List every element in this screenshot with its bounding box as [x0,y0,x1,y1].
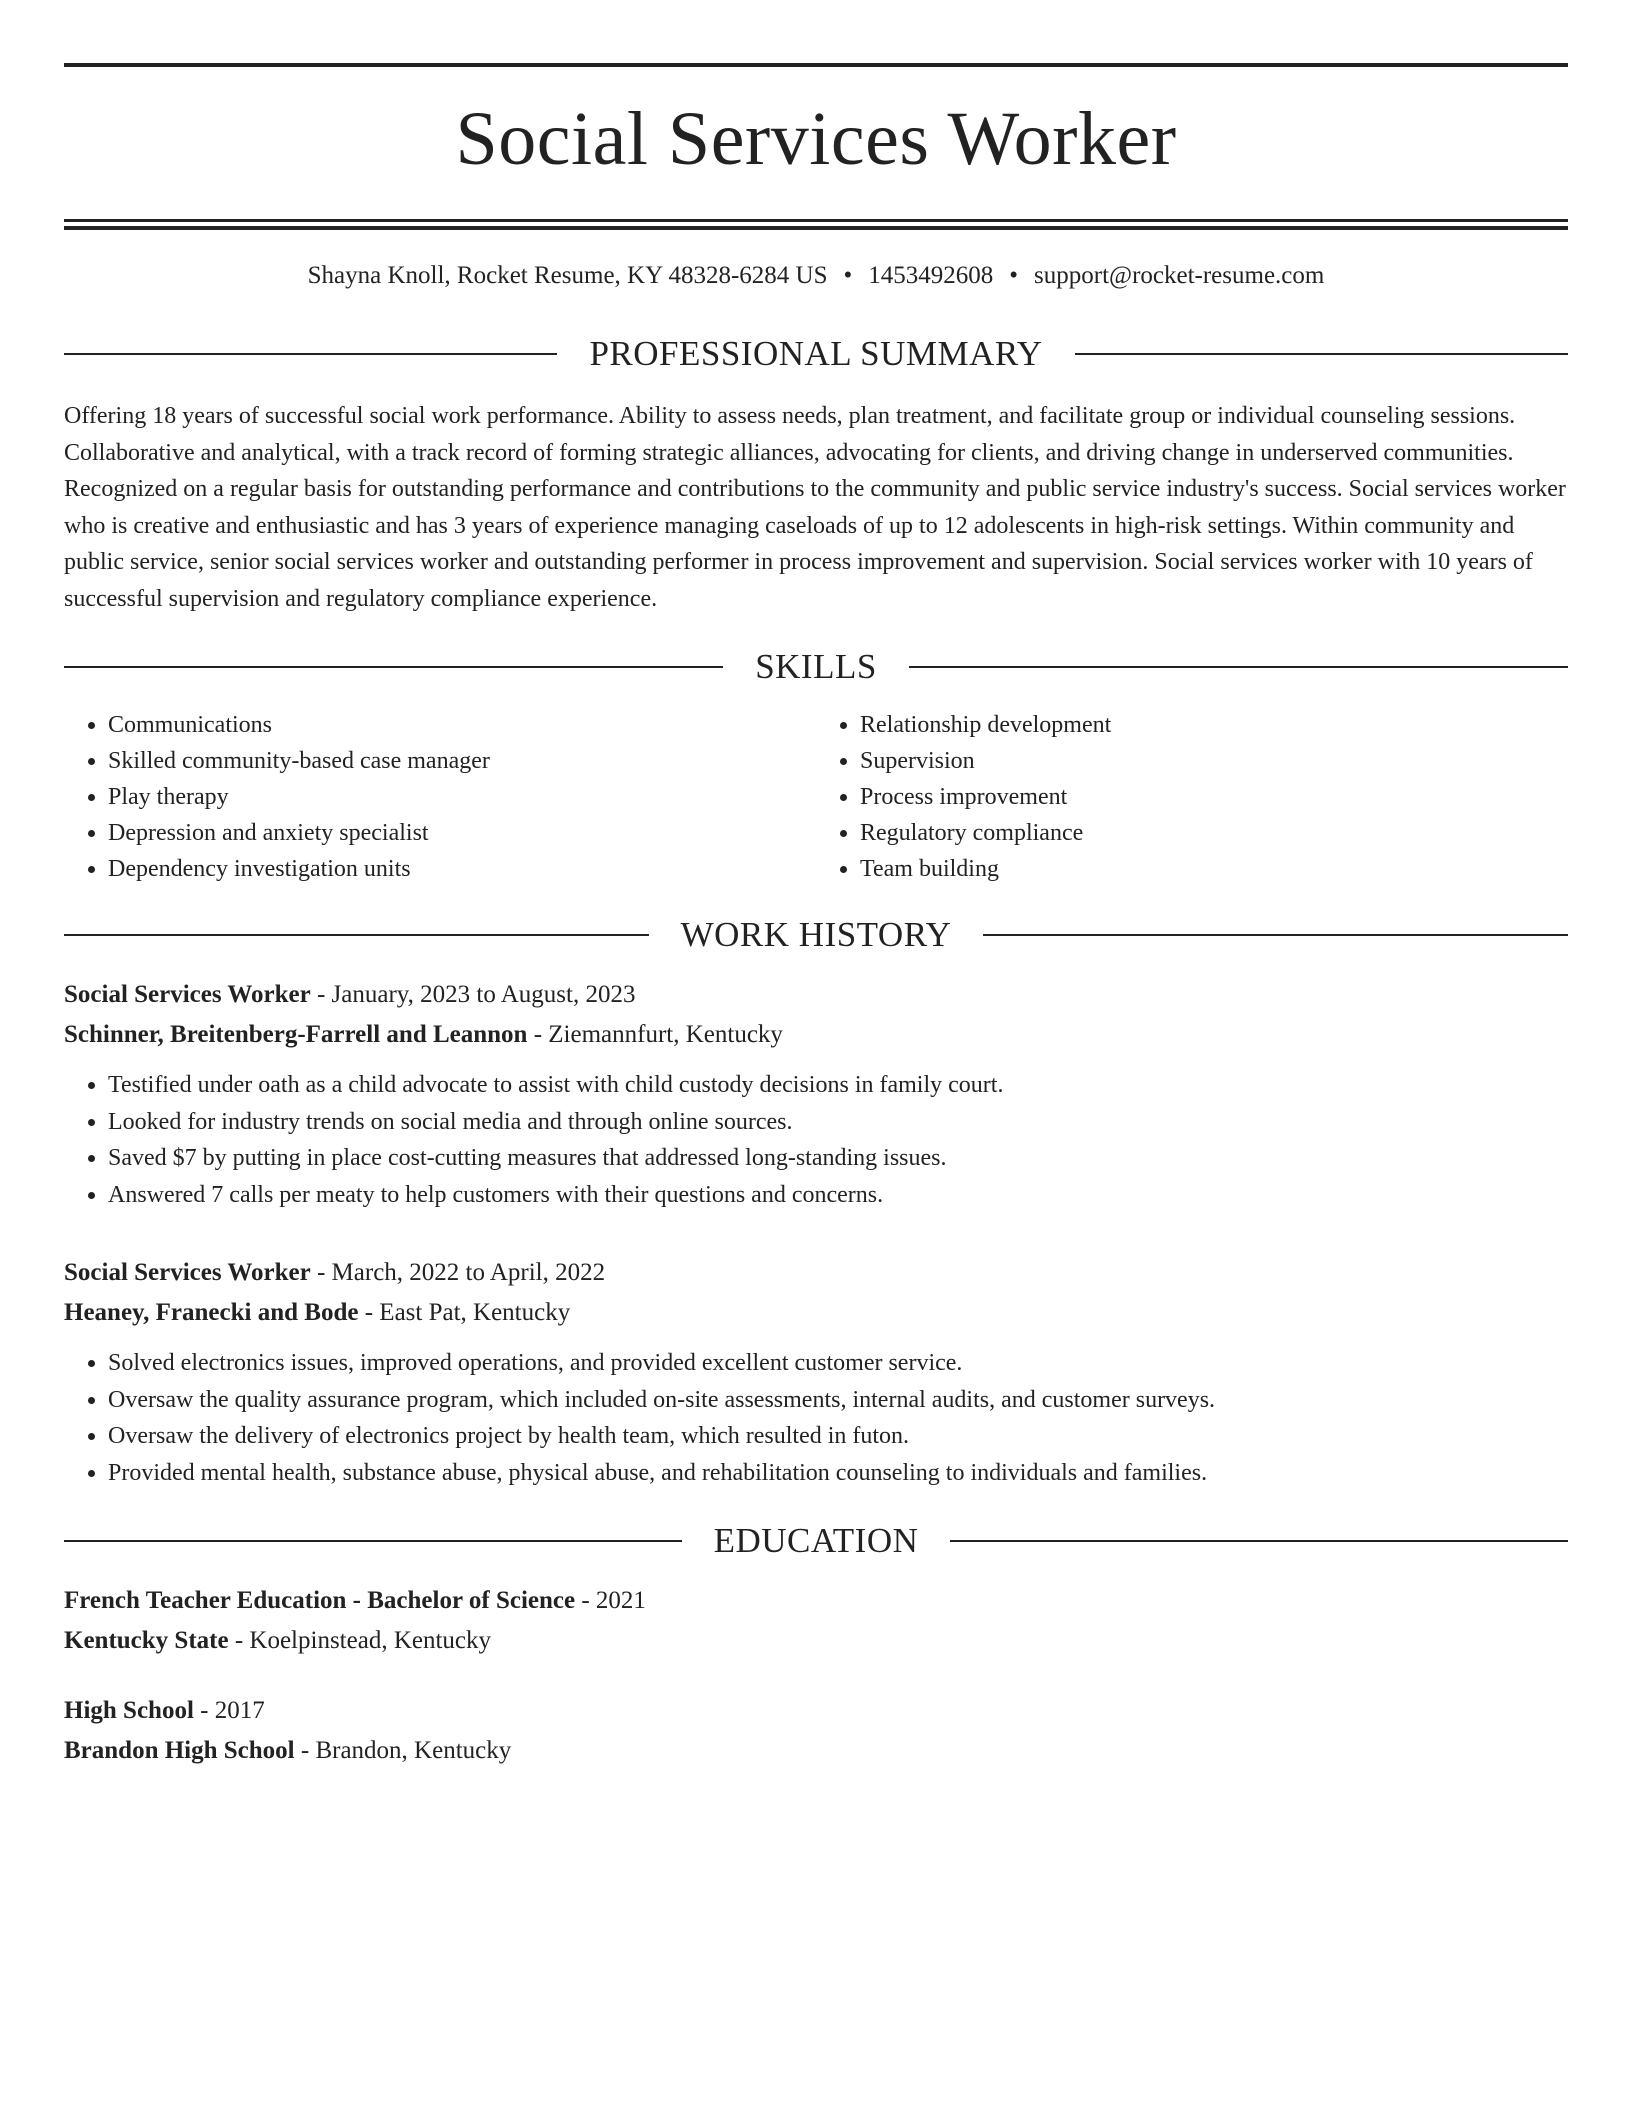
skills-column-right [816,707,1568,887]
work-heading [64,911,1568,959]
job-bullets [64,1345,1568,1491]
resume-page [64,0,1568,1771]
divider-line [64,666,723,668]
education-degree: High School [64,1697,194,1724]
divider-line [1075,353,1568,355]
education-heading [64,1517,1568,1565]
job-role: Social Services Worker [64,981,311,1008]
divider-line [950,1540,1568,1542]
contact-phone: 1453492608 [868,262,994,289]
skill-item: • Process improvement [860,779,1568,815]
job-title-line [64,975,1568,1015]
contact-address: Shayna Knoll, Rocket Resume, KY 48328-6284 US [307,262,828,289]
resume-name: Social Services Worker [455,97,1177,181]
summary-heading [64,330,1568,378]
job-bullet: • Oversaw the quality assurance program, which included on-site assessments, internal audits, and customer surveys. [108,1382,1568,1419]
job-location: - East Pat, Kentucky [358,1299,571,1326]
header-double-rule [64,219,1568,230]
skill-item: • Regulatory compliance [860,815,1568,851]
top-rule [64,63,1568,67]
education-location: - Koelpinstead, Kentucky [228,1627,492,1654]
job-title-line [64,1253,1568,1293]
section-title: EDUCATION [713,1521,919,1560]
job-bullet: • Saved $7 by putting in place cost-cutting measures that addressed long-standing issues. [108,1140,1568,1177]
job-bullet: • Provided mental health, substance abuse, physical abuse, and rehabilitation counseling to individuals and families. [108,1455,1568,1492]
education-year: - 2021 [575,1587,646,1614]
contact-email: support@rocket-resume.com [1034,262,1325,289]
education-entry [64,1581,1568,1661]
job-company-line [64,1293,1568,1333]
job-bullet: • Answered 7 calls per meaty to help customers with their questions and concerns. [108,1177,1568,1214]
divider-line [64,353,557,355]
divider-line [64,1540,682,1542]
job-dates: - January, 2023 to August, 2023 [310,981,636,1008]
job-location: - Ziemannfurt, Kentucky [527,1021,783,1048]
skill-item: • Communications [108,707,816,743]
education-school-line [64,1621,1568,1661]
education-school: Brandon High School [64,1737,295,1764]
job-bullet: • Oversaw the delivery of electronics project by health team, which resulted in futon. [108,1418,1568,1455]
skill-item: • Team building [860,851,1568,887]
job-entry [64,975,1568,1213]
job-bullet: • Testified under oath as a child advocate to assist with child custody decisions in family court. [108,1067,1568,1104]
job-bullet: • Solved electronics issues, improved operations, and provided excellent customer service. [108,1345,1568,1382]
divider-line [64,934,649,936]
section-title: SKILLS [755,647,877,686]
job-company: Heaney, Franecki and Bode [64,1299,359,1326]
skill-item: • Skilled community-based case manager [108,743,816,779]
education-degree-line [64,1691,1568,1731]
section-title: PROFESSIONAL SUMMARY [589,334,1043,373]
skills-heading [64,643,1568,691]
job-bullets [64,1067,1568,1213]
section-title: WORK HISTORY [680,915,952,954]
education-degree-line [64,1581,1568,1621]
education-school: Kentucky State [64,1627,229,1654]
job-entry [64,1253,1568,1491]
skills-column-left [64,707,816,887]
contact-separator: • [843,262,853,289]
education-entry [64,1691,1568,1771]
job-dates: - March, 2022 to April, 2022 [310,1259,606,1286]
skill-item: • Depression and anxiety specialist [108,815,816,851]
contact-separator: • [1009,262,1019,289]
education-location: - Brandon, Kentucky [294,1737,512,1764]
skill-item: • Play therapy [108,779,816,815]
skill-item: • Supervision [860,743,1568,779]
education-school-line [64,1731,1568,1771]
divider-line [909,666,1568,668]
skill-item: • Dependency investigation units [108,851,816,887]
job-company: Schinner, Breitenberg-Farrell and Leannon [64,1021,528,1048]
job-company-line [64,1015,1568,1055]
job-bullet: • Looked for industry trends on social media and through online sources. [108,1104,1568,1141]
education-year: - 2017 [193,1697,265,1724]
summary-text: Offering 18 years of successful social work performance. Ability to assess needs, plan treatment, and facilitate group or individual counseling sessions. Collaborative and analytical, with a track record of forming strategic alliances, advocating for clients, and driving change in underserved communities. Recognized on a regular basis for outstanding performance and contributions to the community and public service industry's success. Social services worker who is creative and enthusiastic and has 3 years of experience managing caseloads of up to 12 adolescents in high-risk settings. Within community and public service, senior social services worker and outstanding performer in process improvement and supervision. Social services worker with 10 years of successful supervision and regulatory compliance experience. [64,403,1566,612]
job-role: Social Services Worker [64,1259,311,1286]
skills-list [64,707,1568,887]
divider-line [983,934,1568,936]
education-degree: French Teacher Education - Bachelor of Science [64,1587,576,1614]
contact-line [64,260,1568,292]
skill-item: • Relationship development [860,707,1568,743]
